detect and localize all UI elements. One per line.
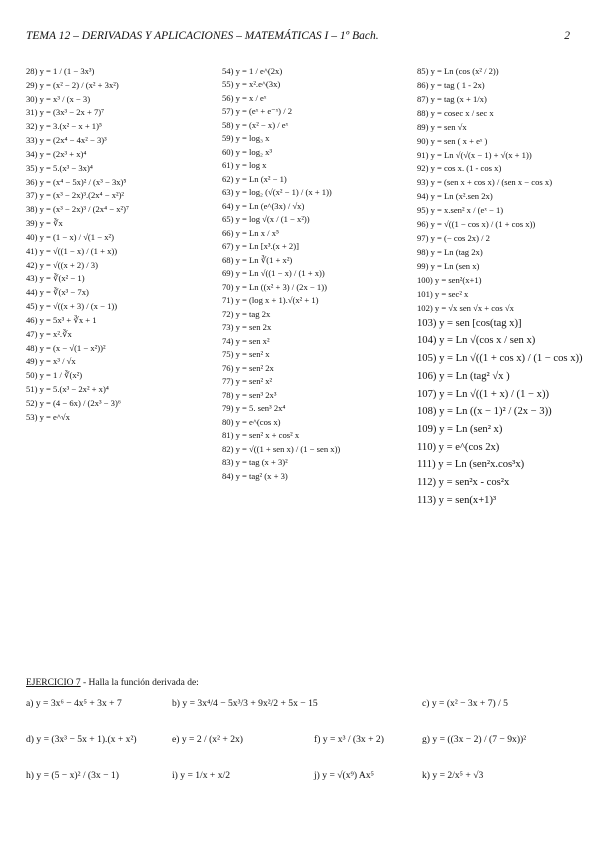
exercise-item: 31) y = (3x³ − 2x + 7)⁷ — [26, 107, 105, 118]
exercise-function: e) y = 2 / (x² + 2x) — [172, 734, 243, 745]
exercise-item: 89) y = sen √x — [417, 121, 467, 132]
exercise-item: 33) y = (2x⁴ − 4x² − 3)³ — [26, 135, 107, 146]
exercise-item: 109) y = Ln (sen² x) — [417, 424, 503, 435]
exercise-column-2 — [222, 66, 412, 484]
exercise-item: 53) y = e^√x — [26, 411, 70, 422]
exercise-item: 60) y = log₂ x³ — [222, 146, 273, 157]
exercise-item: 43) y = ∛(x² − 1) — [26, 273, 85, 284]
exercise-column-1 — [26, 66, 216, 426]
exercise-item: 51) y = 5.(x³ − 2x² + x)⁴ — [26, 384, 109, 395]
exercise-item: 58) y = (x² − x) / eˣ — [222, 119, 289, 130]
exercise-item: 49) y = x³ / √x — [26, 356, 76, 367]
exercise-row — [26, 770, 586, 800]
exercise-item: 44) y = ∛(x³ − 7x) — [26, 287, 89, 298]
exercise-item: 112) y = sen²x - cos²x — [417, 477, 510, 489]
exercise-item: 46) y = 5x³ + ∛x + 1 — [26, 314, 97, 325]
exercise-item: 108) y = Ln ((x − 1)² / (2x − 3)) — [417, 406, 552, 418]
exercise-item: 56) y = x / eˣ — [222, 92, 267, 103]
exercise-item: 36) y = (x⁴ − 5x)² / (x³ − 3x)⁵ — [26, 176, 127, 187]
exercise-function: a) y = 3x⁶ − 4x⁵ + 3x + 7 — [26, 698, 122, 709]
exercise-item: 85) y = Ln (cos (x² / 2)) — [417, 66, 499, 76]
exercise-item: 35) y = 5.(x³ − 3x)⁴ — [26, 162, 93, 173]
exercise-item: 67) y = Ln [x³.(x + 2)] — [222, 241, 299, 252]
exercise-function: i) y = 1/x + x/2 — [172, 770, 230, 781]
exercise-item: 47) y = x².∛x — [26, 328, 72, 339]
exercise-item: 64) y = Ln (e^(3x) / √x) — [222, 200, 305, 211]
exercise-item: 70) y = Ln ((x² + 3) / (2x − 1)) — [222, 281, 327, 292]
exercise-item: 52) y = (4 − 6x) / (2x³ − 3)⁶ — [26, 397, 121, 408]
page-title: TEMA 12 – DERIVADAS Y APLICACIONES – MATEMÁTICAS I – 1º Bach. — [26, 30, 379, 42]
exercise-function: f) y = x³ / (3x + 2) — [314, 734, 384, 745]
exercise-item: 41) y = √((1 − x) / (1 + x)) — [26, 245, 118, 256]
exercise-function: k) y = 2/x⁵ + √3 — [422, 770, 484, 781]
exercise-item: 63) y = log₂ (√(x² − 1) / (x + 1)) — [222, 187, 332, 198]
exercise-heading — [26, 678, 586, 688]
exercise-item: 75) y = sen² x — [222, 349, 270, 360]
exercise-item: 100) y = sen²(x+1) — [417, 274, 482, 285]
page-header — [26, 30, 570, 46]
exercise-item: 106) y = Ln (tag² √x ) — [417, 370, 510, 382]
exercise-instruction: - Halla la función derivada de: — [80, 678, 199, 688]
exercise-item: 96) y = √((1 − cos x) / (1 + cos x)) — [417, 219, 536, 230]
exercise-item: 97) y = (− cos 2x) / 2 — [417, 233, 490, 244]
exercise-item: 28) y = 1 / (1 − 3x³) — [26, 66, 95, 76]
exercise-item: 82) y = √((1 + sen x) / (1 − sen x)) — [222, 443, 341, 454]
exercise-item: 79) y = 5. sen³ 2x⁴ — [222, 403, 286, 414]
exercise-item: 61) y = log x — [222, 160, 267, 171]
exercise-item: 65) y = log √(x / (1 − x²)) — [222, 214, 310, 225]
exercise-item: 50) y = 1 / ∛(x²) — [26, 370, 83, 381]
exercise-item: 71) y = (log x + 1).√(x² + 1) — [222, 295, 319, 306]
exercise-item: 59) y = log₃ x — [222, 133, 270, 144]
exercise-item: 48) y = (x − √(1 − x²))² — [26, 342, 106, 353]
exercise-item: 111) y = Ln (sen²x.cos³x) — [417, 459, 525, 471]
exercise-item: 57) y = (eˣ + e⁻ˣ) / 2 — [222, 106, 293, 117]
exercise-item: 77) y = sen² x² — [222, 376, 273, 387]
exercise-item: 74) y = sen x² — [222, 335, 270, 346]
exercise-item: 91) y = Ln √(√(x − 1) + √(x + 1)) — [417, 149, 532, 160]
exercise-item: 54) y = 1 / e^(2x) — [222, 66, 283, 76]
exercise-item: 80) y = e^(cos x) — [222, 416, 281, 427]
exercise-item: 110) y = e^(cos 2x) — [417, 441, 500, 453]
exercise-item: 76) y = sen² 2x — [222, 362, 274, 373]
exercise-item: 95) y = x.sen² x / (eˣ − 1) — [417, 205, 504, 216]
exercise-item: 72) y = tag 2x — [222, 308, 271, 319]
exercise-item: 40) y = (1 − x) / √(1 − x²) — [26, 231, 114, 242]
exercise-item: 78) y = sen³ 2x³ — [222, 389, 277, 400]
exercise-item: 68) y = Ln ∛(1 + x²) — [222, 254, 293, 265]
page-number: 2 — [564, 30, 570, 42]
exercise-item: 55) y = x².e^(3x) — [222, 79, 281, 90]
exercise-item: 92) y = cos x. (1 - cos x) — [417, 163, 502, 174]
exercise-item: 83) y = tag (x + 3)² — [222, 457, 288, 468]
exercise-item: 84) y = tag² (x + 3) — [222, 470, 288, 481]
exercise-item: 113) y = sen(x+1)³ — [417, 494, 497, 506]
exercise-item: 103) y = sen [cos(tag x)] — [417, 317, 522, 329]
exercise-item: 34) y = (2x³ + x)⁴ — [26, 148, 87, 159]
exercise-7-section — [26, 678, 586, 806]
exercise-item: 105) y = Ln √((1 + cos x) / (1 − cos x)) — [417, 353, 583, 365]
exercise-item: 98) y = Ln (tag 2x) — [417, 246, 483, 257]
exercise-item: 37) y = (x³ − 2x)³.(2x⁴ − x²)² — [26, 190, 125, 201]
exercise-function: b) y = 3x⁴/4 − 5x³/3 + 9x²/2 + 5x − 15 — [172, 698, 318, 709]
exercise-item: 73) y = sen 2x — [222, 322, 272, 333]
exercise-function: j) y = √(x⁹) Ax⁵ — [314, 770, 374, 781]
exercise-column-3 — [417, 66, 597, 512]
exercise-label: EJERCICIO 7 — [26, 678, 81, 688]
exercise-item: 101) y = sec² x — [417, 288, 469, 299]
exercise-function: d) y = (3x³ − 5x + 1).(x + x²) — [26, 734, 137, 745]
exercise-row — [26, 734, 586, 764]
exercise-item: 69) y = Ln √((1 − x) / (1 + x)) — [222, 268, 325, 279]
exercise-item: 29) y = (x² − 2) / (x² + 3x²) — [26, 79, 119, 90]
exercise-function: h) y = (5 − x)² / (3x − 1) — [26, 770, 119, 781]
exercise-item: 39) y = ∛x — [26, 218, 63, 229]
exercise-item: 42) y = √((x + 2) / 3) — [26, 259, 98, 270]
exercise-item: 94) y = Ln (x².sen 2x) — [417, 191, 493, 202]
exercise-item: 32) y = 3.(x² − x + 1)⁵ — [26, 121, 102, 132]
exercise-item: 87) y = tag (x + 1/x) — [417, 93, 487, 104]
exercise-item: 93) y = (sen x + cos x) / (sen x − cos x) — [417, 177, 553, 188]
exercise-item: 102) y = √x sen √x + cos √x — [417, 302, 514, 313]
exercise-item: 38) y = (x³ − 2x)³ / (2x⁴ − x²)⁷ — [26, 204, 129, 215]
exercise-item: 104) y = Ln √(cos x / sen x) — [417, 335, 536, 347]
exercise-item: 62) y = Ln (x² − 1) — [222, 173, 287, 184]
exercise-item: 66) y = Ln x / x⁵ — [222, 227, 280, 238]
exercise-item: 86) y = tag ( 1 - 2x) — [417, 79, 485, 90]
exercise-item: 81) y = sen² x + cos² x — [222, 430, 300, 441]
exercise-item: 88) y = cosec x / sec x — [417, 107, 494, 118]
exercise-item: 45) y = √((x + 3) / (x − 1)) — [26, 301, 118, 312]
exercise-item: 30) y = x³ / (x − 3) — [26, 93, 91, 104]
exercise-item: 90) y = sen ( x + eˣ ) — [417, 135, 488, 146]
exercise-item: 107) y = Ln √((1 + x) / (1 − x)) — [417, 388, 550, 400]
exercise-function: g) y = ((3x − 2) / (7 − 9x))² — [422, 734, 527, 745]
exercise-function: c) y = (x² − 3x + 7) / 5 — [422, 698, 508, 709]
exercise-row — [26, 698, 586, 728]
exercise-item: 99) y = Ln (sen x) — [417, 260, 480, 271]
